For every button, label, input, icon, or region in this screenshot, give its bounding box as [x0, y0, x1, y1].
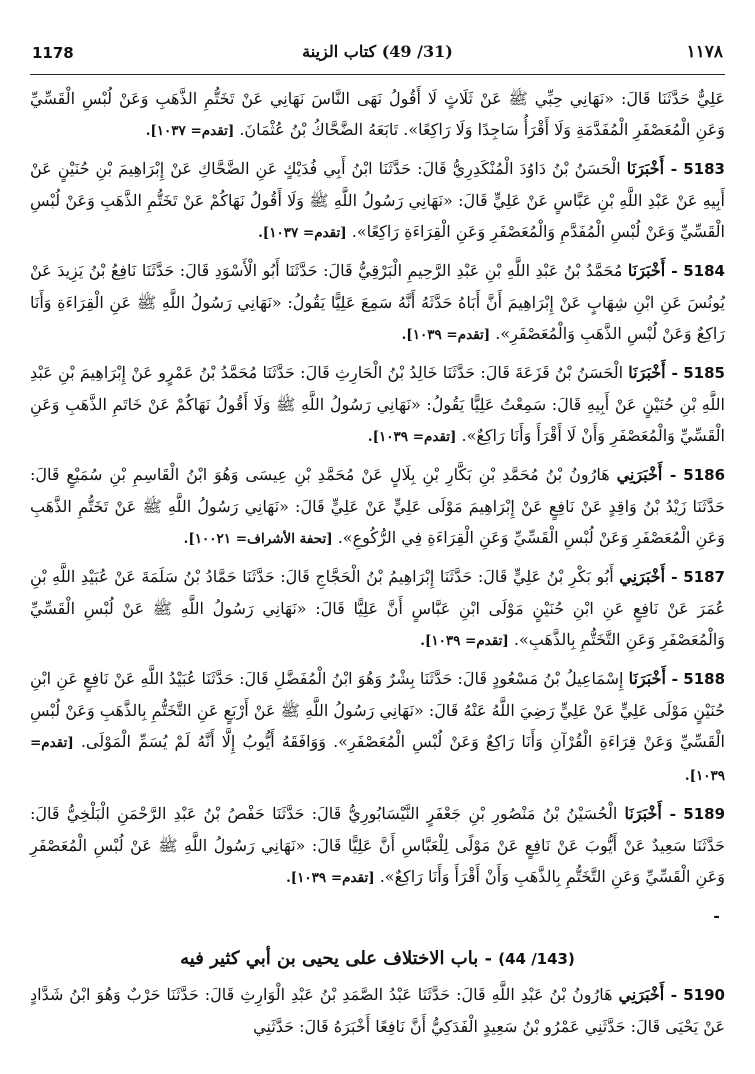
hadith-number: 5190	[683, 986, 725, 1004]
cross-reference: [تقدم= ١٠٣٧].	[145, 123, 235, 139]
hadith-paragraph: 5190 - أَخْبَرَنِي هَارُونُ بْنُ عَبْدِ اللَّهِ قَالَ: حَدَّثَنَا عَبْدُ الصَّمَدِ بْنُ عَبْدِ الْوَارِثِ قَالَ: حَدَّثَنَا حَرْبٌ وَهُوَ ابْنُ شَدَّادٍ عَنْ يَحْيَى قَالَ: حَدَّثَنِي عَمْرُو بْنُ سَعِيدٍ الْفَدَكِيُّ أَنَّ نَافِعًا أَخْبَرَهُ قَالَ: حَدَّثَنِي	[30, 979, 725, 1042]
cross-reference: [تحفة الأشراف= ١٠٠٢١].	[183, 531, 333, 547]
hadith-text: مُحَمَّدُ بْنُ عَبْدِ اللَّهِ بْنِ عَبْدِ الرَّحِيمِ الْبَرْقِيُّ قَالَ: حَدَّثَنَا أَبُو الْأَسْوَدِ قَالَ: حَدَّثَنَا نَافِعُ بْنُ يَزِيدَ عَنْ يُونُسَ عَنِ ابْنِ شِهَابٍ عَنْ إِبْرَاهِيمَ أَنَّ أَبَاهُ حَدَّثَهُ أَنَّهُ سَمِعَ عَلِيًّا يَقُولُ: «نَهَانِي رَسُولُ اللَّهِ ﷺ عَنِ الْقِرَاءَةِ وَأَنَا رَاكِعٌ وَعَنْ لُبْسِ الذَّهَبِ وَالْمُعَصْفَرِ».	[30, 261, 725, 343]
hadith-number: 5186	[683, 466, 726, 484]
chapter-title: - باب الاختلاف على يحيى بن أبي كثير فيه	[180, 948, 492, 969]
hadith-text: هَارُونُ بْنُ عَبْدِ اللَّهِ قَالَ: حَدَّثَنَا عَبْدُ الصَّمَدِ بْنُ عَبْدِ الْوَارِثِ قَالَ: حَدَّثَنَا حَرْبٌ وَهُوَ ابْنُ شَدَّادٍ عَنْ يَحْيَى قَالَ: حَدَّثَنِي عَمْرُو بْنُ سَعِيدٍ الْفَدَكِيُّ أَنَّ نَافِعًا أَخْبَرَهُ قَالَ: حَدَّثَنِي	[30, 985, 725, 1036]
hadith-paragraph: -	[713, 906, 720, 925]
cross-reference: [تقدم= ١٠٣٧].	[258, 225, 347, 241]
cross-reference: [تقدم= ١٠٣٩].	[30, 735, 725, 784]
cross-reference: [تقدم= ١٠٣٩].	[286, 870, 375, 886]
hadith-text: الْحُسَيْنُ بْنُ مَنْصُورِ بْنِ جَعْفَرٍ النَّيْسَابُورِيُّ قَالَ: حَدَّثَنَا حَفْصُ بْنُ عَبْدِ الرَّحْمَنِ الْبَلْخِيُّ قَالَ: حَدَّثَنَا سَعِيدٌ عَنْ أَيُّوبَ عَنْ نَافِعٍ عَنْ مَوْلًى لِلْعَبَّاسِ أَنَّ عَلِيًّا قَالَ: «نَهَانِي رَسُولُ اللَّهِ ﷺ عَنْ لُبْسِ الْمُعَصْفَرِ وَعَنِ الْقَسِّيِّ وَعَنِ التَّخَتُّمِ بِالذَّهَبِ وَأَنْ أَقْرَأَ وَأَنَا رَاكِعٌ».	[30, 804, 725, 886]
page-number-latin: 1178	[32, 44, 74, 62]
hadith-number: 5188	[683, 670, 726, 688]
hadith-text: الْحَسَنُ بْنُ دَاوُدَ الْمُنْكَدِرِيُّ قَالَ: حَدَّثَنَا ابْنُ أَبِي فُدَيْكٍ عَنِ الضَّحَّاكِ عَنْ إِبْرَاهِيمَ بْنِ حُنَيْنٍ عَنْ أَبِيهِ عَنْ عَبْدِ اللَّهِ بْنِ عَبَّاسٍ عَنْ عَلِيٍّ قَالَ: «نَهَانِي رَسُولُ اللَّهِ ﷺ وَلَا أَقُولُ نَهَاكُمْ عَنْ تَخَتُّمِ الذَّهَبِ وَعَنْ لُبْسِ الْقَسِّيِّ وَعَنْ لُبْسِ الْمُفَدَّمِ وَالْمُعَصْفَرِ وَعَنِ الْقِرَاءَةِ رَاكِعًا».	[30, 159, 725, 241]
cross-reference: [تقدم= ١٠٣٩].	[367, 429, 457, 445]
hadith-number: 5187	[683, 568, 725, 586]
hadith-paragraph: 5183 - أَخْبَرَنَا الْحَسَنُ بْنُ دَاوُدَ الْمُنْكَدِرِيُّ قَالَ: حَدَّثَنَا ابْنُ أَبِي فُدَيْكٍ عَنِ الضَّحَّاكِ عَنْ إِبْرَاهِيمَ بْنِ حُنَيْنٍ عَنْ أَبِيهِ عَنْ عَبْدِ اللَّهِ بْنِ عَبَّاسٍ عَنْ عَلِيٍّ قَالَ: «نَهَانِي رَسُولُ اللَّهِ ﷺ وَلَا أَقُولُ نَهَاكُمْ عَنْ تَخَتُّمِ الذَّهَبِ وَعَنْ لُبْسِ الْقَسِّيِّ وَعَنْ لُبْسِ الْمُفَدَّمِ وَالْمُعَصْفَرِ وَعَنِ الْقِرَاءَةِ رَاكِعًا». [تقدم= ١٠٣٧].	[30, 153, 725, 249]
hadith-text: الْحَسَنُ بْنُ قَزَعَةَ قَالَ: حَدَّثَنَا خَالِدُ بْنُ الْحَارِثِ قَالَ: حَدَّثَنَا مُحَمَّدُ بْنُ عَمْرٍو عَنْ إِبْرَاهِيمَ بْنِ عَبْدِ اللَّهِ بْنِ حُنَيْنٍ عَنْ أَبِيهِ قَالَ: سَمِعْتُ عَلِيًّا يَقُولُ: «نَهَانِي رَسُولُ اللَّهِ ﷺ وَلَا أَقُولُ نَهَاكُمْ عَنْ خَاتَمِ الذَّهَبِ وَعَنِ الْقَسِّيِّ وَالْمُعَصْفَرِ وَأَنْ لَا أَقْرَأَ وَأَنَا رَاكِعٌ».	[30, 363, 725, 445]
hadith-number: 5185	[683, 364, 725, 382]
page-number-arabic: ١١٧٨	[686, 42, 723, 62]
book-page	[30, 40, 725, 1050]
chapter-heading	[30, 943, 725, 975]
hadith-paragraph: 5184 - أَخْبَرَنَا مُحَمَّدُ بْنُ عَبْدِ اللَّهِ بْنِ عَبْدِ الرَّحِيمِ الْبَرْقِيُّ قَالَ: حَدَّثَنَا أَبُو الْأَسْوَدِ قَالَ: حَدَّثَنَا نَافِعُ بْنُ يَزِيدَ عَنْ يُونُسَ عَنِ ابْنِ شِهَابٍ عَنْ إِبْرَاهِيمَ أَنَّ أَبَاهُ حَدَّثَهُ أَنَّهُ سَمِعَ عَلِيًّا يَقُولُ: «نَهَانِي رَسُولُ اللَّهِ ﷺ عَنِ الْقِرَاءَةِ وَأَنَا رَاكِعٌ وَعَنْ لُبْسِ الذَّهَبِ وَالْمُعَصْفَرِ». [تقدم= ١٠٣٩].	[30, 255, 725, 351]
hadith-text: إِسْمَاعِيلُ بْنُ مَسْعُودٍ قَالَ: حَدَّثَنَا بِشْرٌ وَهُوَ ابْنُ الْمُفَضَّلِ قَالَ: حَدَّثَنَا عُبَيْدُ اللَّهِ عَنْ نَافِعٍ عَنِ ابْنِ حُنَيْنٍ مَوْلَى عَلِيٍّ عَنْ عَلِيٍّ رَضِيَ اللَّهُ عَنْهُ قَالَ: «نَهَانِي رَسُولُ اللَّهِ ﷺ عَنْ أَرْبَعٍ عَنِ التَّخَتُّمِ بِالذَّهَبِ وَعَنْ لُبْسِ الْقَسِّيِّ وَعَنْ قِرَاءَةِ الْقُرْآنِ وَأَنَا رَاكِعٌ وَعَنْ لُبْسِ الْمُعَصْفَرِ». وَوَافَقَهُ أَيُّوبُ إِلَّا أَنَّهُ لَمْ يُسَمِّ الْمَوْلَى.	[30, 669, 725, 751]
cross-reference: [تقدم= ١٠٣٩].	[420, 633, 509, 649]
hadith-text: عَلِيٌّ حَدَّثَنَا قَالَ: «نَهَانِي حِبِّي ﷺ عَنْ ثَلَاثٍ لَا أَقُولُ نَهَى النَّاسَ نَهَانِي عَنْ تَخَتُّمِ الذَّهَبِ وَعَنْ لُبْسِ الْقَسِّيِّ وَعَنِ الْمُعَصْفَرِ الْمُفَدَّمَةِ وَلَا أَقْرَأُ سَاجِدًا وَلَا رَاكِعًا». تَابَعَهُ الضَّحَّاكُ بْنُ عُثْمَانَ.	[30, 89, 725, 139]
hadith-lead: أَخْبَرَنِي	[619, 567, 666, 586]
hadith-paragraph: 5187 - أَخْبَرَنِي أَبُو بَكْرِ بْنُ عَلِيٍّ قَالَ: حَدَّثَنَا إِبْرَاهِيمُ بْنُ الْحَجَّاجِ قَالَ: حَدَّثَنَا حَمَّادُ بْنُ سَلَمَةَ عَنْ عُبَيْدِ اللَّهِ بْنِ عُمَرَ عَنْ نَافِعٍ عَنِ ابْنِ حُنَيْنٍ مَوْلَى ابْنِ عَبَّاسٍ أَنَّ عَلِيًّا قَالَ: «نَهَانِي رَسُولُ اللَّهِ ﷺ عَنْ لُبْسِ الْقَسِّيِّ وَالْمُعَصْفَرِ وَعَنِ التَّخَتُّمِ بِالذَّهَبِ». [تقدم= ١٠٣٩].	[30, 561, 725, 657]
hadith-number: 5184	[683, 262, 725, 280]
chapter-number: (143/ 44)	[498, 950, 575, 968]
hadith-lead: أَخْبَرَنَا	[626, 159, 665, 178]
hadith-paragraph: 5185 - أَخْبَرَنَا الْحَسَنُ بْنُ قَزَعَةَ قَالَ: حَدَّثَنَا خَالِدُ بْنُ الْحَارِثِ قَالَ: حَدَّثَنَا مُحَمَّدُ بْنُ عَمْرٍو عَنْ إِبْرَاهِيمَ بْنِ عَبْدِ اللَّهِ بْنِ حُنَيْنٍ عَنْ أَبِيهِ قَالَ: سَمِعْتُ عَلِيًّا يَقُولُ: «نَهَانِي رَسُولُ اللَّهِ ﷺ وَلَا أَقُولُ نَهَاكُمْ عَنْ خَاتَمِ الذَّهَبِ وَعَنِ الْقَسِّيِّ وَالْمُعَصْفَرِ وَأَنْ لَا أَقْرَأَ وَأَنَا رَاكِعٌ». [تقدم= ١٠٣٩].	[30, 357, 725, 453]
hadith-text: أَبُو بَكْرِ بْنُ عَلِيٍّ قَالَ: حَدَّثَنَا إِبْرَاهِيمُ بْنُ الْحَجَّاجِ قَالَ: حَدَّثَنَا حَمَّادُ بْنُ سَلَمَةَ عَنْ عُبَيْدِ اللَّهِ بْنِ عُمَرَ عَنْ نَافِعٍ عَنِ ابْنِ حُنَيْنٍ مَوْلَى ابْنِ عَبَّاسٍ أَنَّ عَلِيًّا قَالَ: «نَهَانِي رَسُولُ اللَّهِ ﷺ عَنْ لُبْسِ الْقَسِّيِّ وَالْمُعَصْفَرِ وَعَنِ التَّخَتُّمِ بِالذَّهَبِ».	[30, 567, 725, 649]
hadith-number: 5189	[683, 805, 726, 823]
hadith-paragraph	[30, 83, 725, 147]
hadith-lead: أَخْبَرَنَا	[628, 363, 666, 382]
hadith-paragraph: 5186 - أَخْبَرَنِي هَارُونُ بْنُ مُحَمَّدِ بْنِ بَكَّارِ بْنِ بِلَالٍ عَنْ مُحَمَّدِ بْنِ عِيسَى وَهُوَ ابْنُ الْقَاسِمِ بْنِ سُمَيْعٍ قَالَ: حَدَّثَنَا زَيْدُ بْنُ وَاقِدٍ عَنْ نَافِعٍ عَنْ إِبْرَاهِيمَ مَوْلَى عَلِيٍّ عَنْ عَلِيٍّ قَالَ: «نَهَانِي رَسُولُ اللَّهِ ﷺ عَنْ تَخَتُّمِ الذَّهَبِ وَعَنِ الْمُعَصْفَرِ وَعَنْ لُبْسِ الْقَسِّيِّ وَعَنِ الْقِرَاءَةِ فِي الرُّكُوعِ». [تحفة الأشراف= ١٠٠٢١].	[30, 459, 725, 555]
hadith-lead: أَخْبَرَنَا	[624, 804, 662, 823]
hadith-lead: أَخْبَرَنَا	[627, 261, 666, 280]
page-body	[30, 83, 725, 1042]
hadith-text: هَارُونُ بْنُ مُحَمَّدِ بْنِ بَكَّارِ بْنِ بِلَالٍ عَنْ مُحَمَّدِ بْنِ عِيسَى وَهُوَ ابْنُ الْقَاسِمِ بْنِ سُمَيْعٍ قَالَ: حَدَّثَنَا زَيْدُ بْنُ وَاقِدٍ عَنْ نَافِعٍ عَنْ إِبْرَاهِيمَ مَوْلَى عَلِيٍّ عَنْ عَلِيٍّ قَالَ: «نَهَانِي رَسُولُ اللَّهِ ﷺ عَنْ تَخَتُّمِ الذَّهَبِ وَعَنِ الْمُعَصْفَرِ وَعَنْ لُبْسِ الْقَسِّيِّ وَعَنِ الْقِرَاءَةِ فِي الرُّكُوعِ».	[30, 465, 726, 547]
cross-reference: [تقدم= ١٠٣٩].	[401, 327, 491, 343]
hadith-paragraph: 5189 - أَخْبَرَنَا الْحُسَيْنُ بْنُ مَنْصُورِ بْنِ جَعْفَرٍ النَّيْسَابُورِيُّ قَالَ: حَدَّثَنَا حَفْصُ بْنُ عَبْدِ الرَّحْمَنِ الْبَلْخِيُّ قَالَ: حَدَّثَنَا سَعِيدٌ عَنْ أَيُّوبَ عَنْ نَافِعٍ عَنْ مَوْلًى لِلْعَبَّاسِ أَنَّ عَلِيًّا قَالَ: «نَهَانِي رَسُولُ اللَّهِ ﷺ عَنْ لُبْسِ الْمُعَصْفَرِ وَعَنِ الْقَسِّيِّ وَعَنِ التَّخَتُّمِ بِالذَّهَبِ وَأَنْ أَقْرَأَ وَأَنَا رَاكِعٌ». [تقدم= ١٠٣٩].	[30, 798, 725, 894]
page-header	[30, 40, 725, 75]
hadith-lead: أَخْبَرَنِي	[616, 465, 663, 484]
book-title: (31/ 49) كتاب الزينة	[302, 42, 453, 61]
hadith-lead: أَخْبَرَنَا	[628, 669, 666, 688]
hadith-number: 5183	[683, 160, 725, 178]
hadith-lead: أَخْبَرَنِي	[618, 985, 665, 1004]
hadith-paragraph: 5188 - أَخْبَرَنَا إِسْمَاعِيلُ بْنُ مَسْعُودٍ قَالَ: حَدَّثَنَا بِشْرٌ وَهُوَ ابْنُ الْمُفَضَّلِ قَالَ: حَدَّثَنَا عُبَيْدُ اللَّهِ عَنْ نَافِعٍ عَنِ ابْنِ حُنَيْنٍ مَوْلَى عَلِيٍّ عَنْ عَلِيٍّ رَضِيَ اللَّهُ عَنْهُ قَالَ: «نَهَانِي رَسُولُ اللَّهِ ﷺ عَنْ أَرْبَعٍ عَنِ التَّخَتُّمِ بِالذَّهَبِ وَعَنْ لُبْسِ الْقَسِّيِّ وَعَنْ قِرَاءَةِ الْقُرْآنِ وَأَنَا رَاكِعٌ وَعَنْ لُبْسِ الْمُعَصْفَرِ». وَوَافَقَهُ أَيُّوبُ إِلَّا أَنَّهُ لَمْ يُسَمِّ الْمَوْلَى. [تقدم= ١٠٣٩].	[30, 663, 725, 792]
